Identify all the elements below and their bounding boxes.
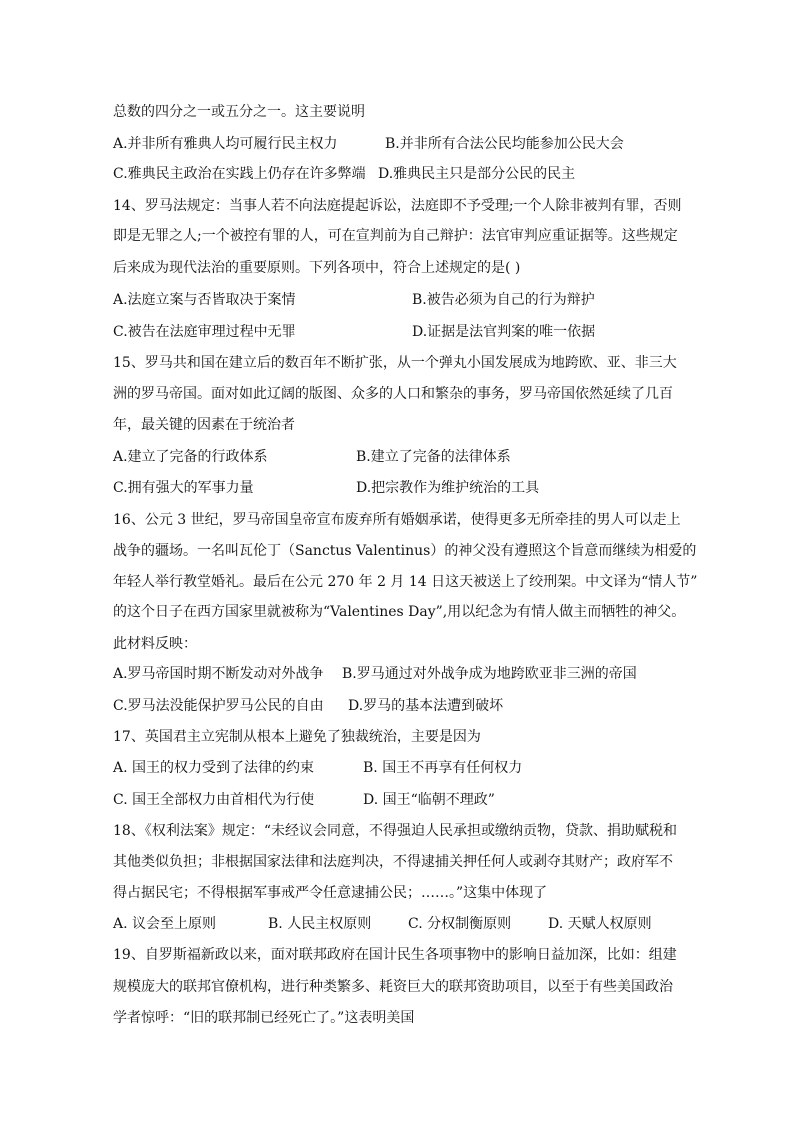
q14-stem-line: 即是无罪之人;一个被控有罪的人，可在宣判前为自己辩护：法官审判应重证据等。这些规定 xyxy=(113,228,678,244)
q15-option-d[interactable]: D.把宗教作为维护统治的工具 xyxy=(356,480,540,496)
q15-stem-line: 洲的罗马帝国。面对如此辽阔的版图、众多的人口和繁杂的事务，罗马帝国依然延续了几百 xyxy=(113,386,673,402)
q18-stem-line: 18、《权利法案》规定：“未经议会同意，不得强迫人民承担或缴纳贡物，贷款、捐助赋税和 xyxy=(113,823,677,839)
q19-stem-line: 学者惊呼：“旧的联邦制已经死亡了。”这表明美国 xyxy=(113,1010,415,1026)
q16-stem-line: 的这个日子在西方国家里就被称为“Valentines Day”,用以纪念为有情人做主而牺牲的神父。 xyxy=(113,604,686,620)
q13-option-b[interactable]: B.并非所有合法公民均能参加公民大会 xyxy=(385,136,624,152)
q16-option-c[interactable]: C.罗马法没能保护罗马公民的自由 xyxy=(113,698,324,714)
q16-stem-line: 战争的疆场。一名叫瓦伦丁（Sanctus Valentinus）的神父没有遵照这个旨意而继续为相爱的 xyxy=(113,543,697,559)
q13-option-d[interactable]: D.雅典民主只是部分公民的民主 xyxy=(378,166,576,182)
q18-option-b[interactable]: B. 人民主权原则 xyxy=(268,916,372,932)
q14-option-d[interactable]: D.证据是法官判案的唯一依据 xyxy=(412,324,596,340)
q14-stem-line: 14、罗马法规定：当事人若不向法庭提起诉讼，法庭即不予受理;一个人除非被判有罪，否则 xyxy=(113,198,682,214)
q17-option-b[interactable]: B. 国王不再享有任何权力 xyxy=(363,760,523,776)
q17-option-a[interactable]: A. 国王的权力受到了法律的约束 xyxy=(113,760,315,776)
q16-stem-line: 此材料反映： xyxy=(113,636,197,652)
q15-stem-line: 年，最关键的因素在于统治者 xyxy=(113,417,295,433)
q18-option-c[interactable]: C. 分权制衡原则 xyxy=(408,916,512,932)
q16-option-a[interactable]: A.罗马帝国时期不断发动对外战争 xyxy=(113,666,324,682)
q14-option-c[interactable]: C.被告在法庭审理过程中无罪 xyxy=(113,324,296,340)
q15-option-a[interactable]: A.建立了完备的行政体系 xyxy=(113,449,268,465)
q16-option-b[interactable]: B.罗马通过对外战争成为地跨欧亚非三洲的帝国 xyxy=(342,666,637,682)
q18-stem-line: 得占据民宅；不得根据军事戒严令任意逮捕公民；……。”这集中体现了 xyxy=(113,885,548,901)
q13-option-c[interactable]: C.雅典民主政治在实践上仍存在许多弊端 xyxy=(113,166,366,182)
q19-stem-line: 规模庞大的联邦官僚机构，进行种类繁多、耗资巨大的联邦资助项目，以至于有些美国政治 xyxy=(113,979,673,995)
q14-option-b[interactable]: B.被告必须为自己的行为辩护 xyxy=(412,292,595,308)
q14-option-a[interactable]: A.法庭立案与否皆取决于案情 xyxy=(113,292,296,308)
q19-stem-line: 19、自罗斯福新政以来，面对联邦政府在国计民生各项事物中的影响日益加深，比如：组建 xyxy=(113,947,677,963)
q16-option-d[interactable]: D.罗马的基本法遭到破坏 xyxy=(348,698,504,714)
q14-stem-line: 后来成为现代法治的重要原则。下列各项中，符合上述规定的是( ) xyxy=(113,260,521,276)
q16-stem-line: 16、公元 3 世纪，罗马帝国皇帝宣布废弃所有婚姻承诺，使得更多无所牵挂的男人可以走上 xyxy=(113,512,681,528)
q15-option-c[interactable]: C.拥有强大的军事力量 xyxy=(113,480,254,496)
q13-option-a[interactable]: A.并非所有雅典人均可履行民主权力 xyxy=(113,136,338,152)
q17-stem-line: 17、英国君主立宪制从根本上避免了独裁统治，主要是因为 xyxy=(113,729,481,745)
q18-option-d[interactable]: D. 天赋人权原则 xyxy=(548,916,652,932)
q16-stem-line: 年轻人举行教堂婚礼。最后在公元 270 年 2 月 14 日这天被送上了绞刑架。中文译为“情人节” xyxy=(113,574,698,590)
q13-stem-end: 总数的四分之一或五分之一。这主要说明 xyxy=(113,104,365,120)
q17-option-c[interactable]: C. 国王全部权力由首相代为行使 xyxy=(113,792,315,808)
q18-option-a[interactable]: A. 议会至上原则 xyxy=(113,916,217,932)
q17-option-d[interactable]: D. 国王“临朝不理政” xyxy=(363,792,495,808)
q15-stem-line: 15、罗马共和国在建立后的数百年不断扩张，从一个弹丸小国发展成为地跨欧、亚、非三大 xyxy=(113,355,677,371)
q18-stem-line: 其他类似负担；非根据国家法律和法庭判决，不得逮捕关押任何人或剥夺其财产；政府军不 xyxy=(113,854,673,870)
q15-option-b[interactable]: B.建立了完备的法律体系 xyxy=(356,449,511,465)
